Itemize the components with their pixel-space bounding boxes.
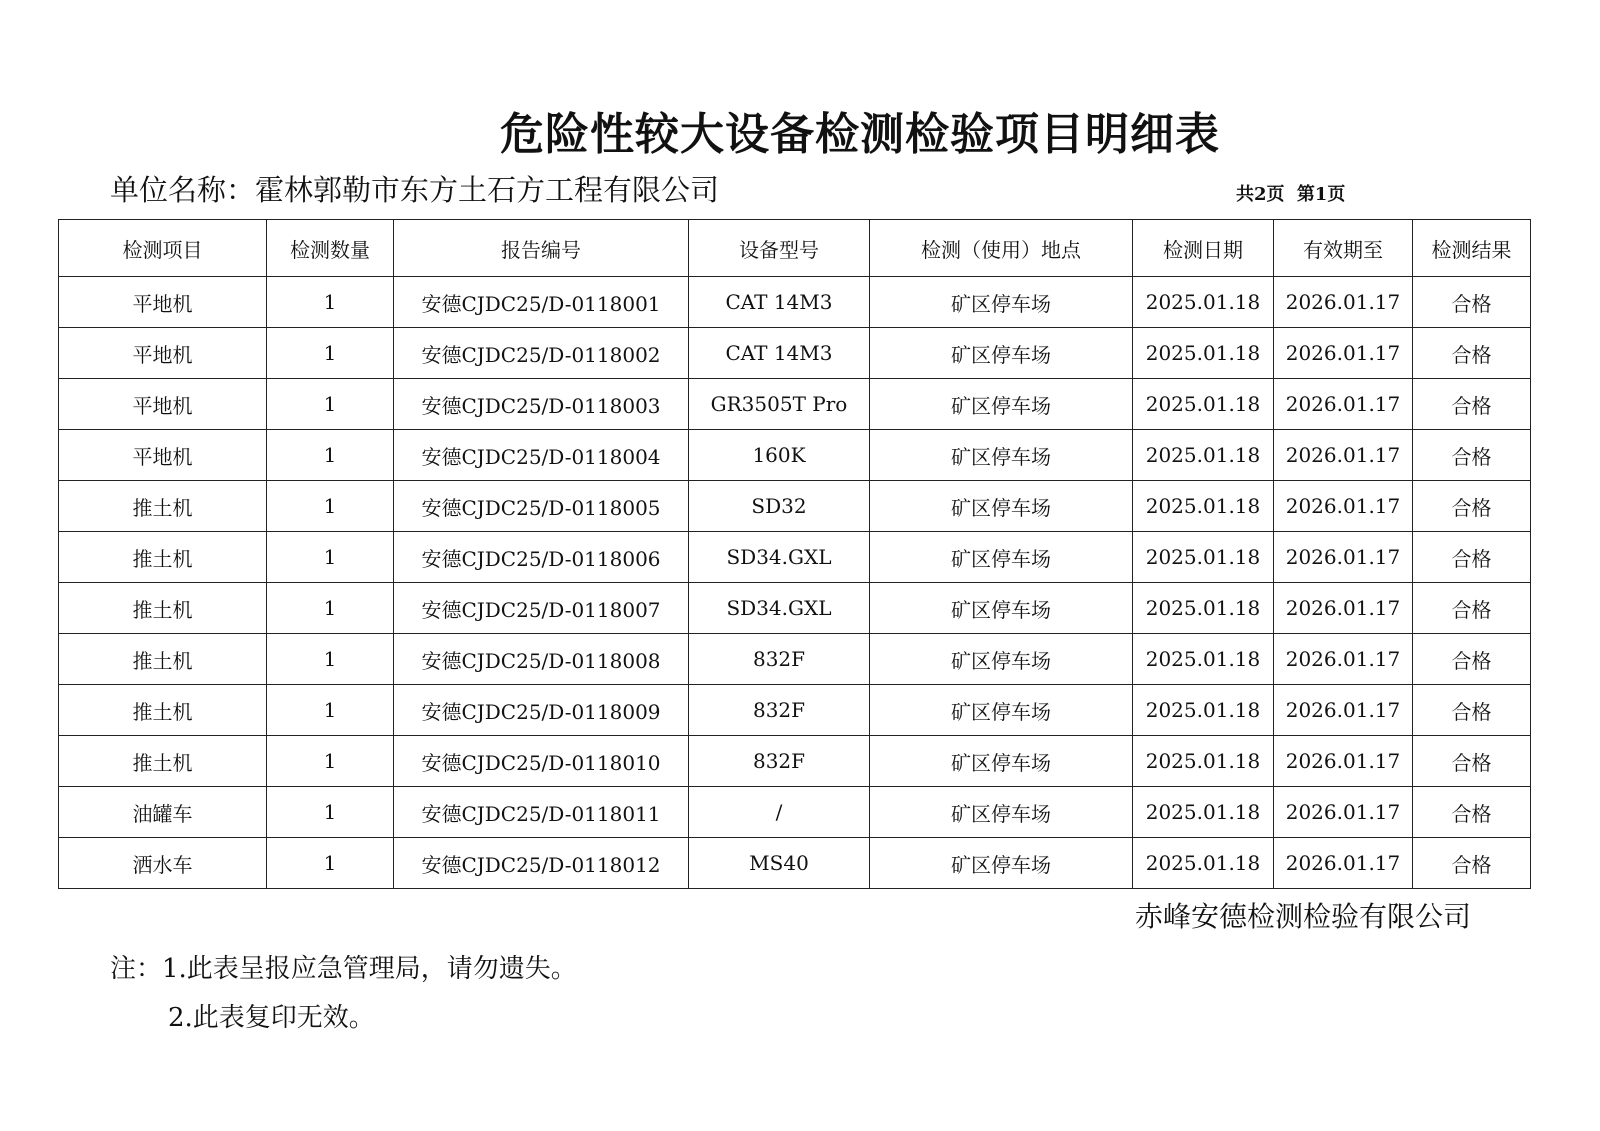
cell-report-no: 安德CJDC25/D-0118001 [394, 277, 689, 328]
cell-location: 矿区停车场 [870, 634, 1133, 685]
cell-inspect-date: 2025.01.18 [1133, 328, 1274, 379]
cell-inspect-date: 2025.01.18 [1133, 277, 1274, 328]
cell-quantity: 1 [267, 838, 394, 889]
cell-valid-until: 2026.01.17 [1274, 685, 1413, 736]
cell-model: GR3505T Pro [689, 379, 870, 430]
cell-report-no: 安德CJDC25/D-0118006 [394, 532, 689, 583]
cell-inspect-date: 2025.01.18 [1133, 430, 1274, 481]
table-row [59, 838, 1531, 889]
cell-result: 合格 [1413, 277, 1531, 328]
note-1: 注：1.此表呈报应急管理局，请勿遗失。 [110, 954, 577, 984]
cell-report-no: 安德CJDC25/D-0118009 [394, 685, 689, 736]
issuer-name: 赤峰安德检测检验有限公司 [1135, 900, 1472, 933]
cell-location: 矿区停车场 [870, 430, 1133, 481]
cell-result: 合格 [1413, 634, 1531, 685]
cell-model: CAT 14M3 [689, 328, 870, 379]
cell-model: SD32 [689, 481, 870, 532]
cell-item: 平地机 [59, 379, 267, 430]
cell-quantity: 1 [267, 634, 394, 685]
cell-location: 矿区停车场 [870, 685, 1133, 736]
inspection-table [58, 219, 1531, 889]
cell-item: 平地机 [59, 277, 267, 328]
cell-quantity: 1 [267, 277, 394, 328]
cell-item: 推土机 [59, 634, 267, 685]
cell-valid-until: 2026.01.17 [1274, 532, 1413, 583]
cell-valid-until: 2026.01.17 [1274, 583, 1413, 634]
cell-report-no: 安德CJDC25/D-0118004 [394, 430, 689, 481]
cell-item: 平地机 [59, 430, 267, 481]
cell-model: 160K [689, 430, 870, 481]
cell-inspect-date: 2025.01.18 [1133, 481, 1274, 532]
header-location: 检测（使用）地点 [870, 220, 1133, 277]
cell-model: MS40 [689, 838, 870, 889]
cell-model: SD34.GXL [689, 583, 870, 634]
cell-quantity: 1 [267, 736, 394, 787]
cell-model: 832F [689, 736, 870, 787]
header-quantity: 检测数量 [267, 220, 394, 277]
cell-location: 矿区停车场 [870, 277, 1133, 328]
table-row [59, 685, 1531, 736]
cell-result: 合格 [1413, 532, 1531, 583]
table-row [59, 736, 1531, 787]
cell-report-no: 安德CJDC25/D-0118007 [394, 583, 689, 634]
cell-report-no: 安德CJDC25/D-0118011 [394, 787, 689, 838]
cell-valid-until: 2026.01.17 [1274, 838, 1413, 889]
header-model: 设备型号 [689, 220, 870, 277]
cell-item: 推土机 [59, 583, 267, 634]
page-current: 第1页 [1296, 184, 1346, 205]
cell-quantity: 1 [267, 787, 394, 838]
cell-quantity: 1 [267, 430, 394, 481]
note-2: 2.此表复印无效。 [168, 1003, 375, 1033]
cell-report-no: 安德CJDC25/D-0118002 [394, 328, 689, 379]
page-total: 共2页 [1236, 184, 1285, 205]
cell-model: SD34.GXL [689, 532, 870, 583]
cell-model: CAT 14M3 [689, 277, 870, 328]
cell-item: 推土机 [59, 685, 267, 736]
cell-valid-until: 2026.01.17 [1274, 430, 1413, 481]
table-row [59, 481, 1531, 532]
cell-quantity: 1 [267, 379, 394, 430]
cell-inspect-date: 2025.01.18 [1133, 532, 1274, 583]
cell-item: 洒水车 [59, 838, 267, 889]
cell-location: 矿区停车场 [870, 583, 1133, 634]
header-item: 检测项目 [59, 220, 267, 277]
cell-inspect-date: 2025.01.18 [1133, 685, 1274, 736]
table-row [59, 379, 1531, 430]
cell-quantity: 1 [267, 328, 394, 379]
cell-valid-until: 2026.01.17 [1274, 481, 1413, 532]
table-row [59, 634, 1531, 685]
cell-result: 合格 [1413, 481, 1531, 532]
table-row [59, 277, 1531, 328]
header-inspect-date: 检测日期 [1133, 220, 1274, 277]
table-row [59, 328, 1531, 379]
cell-quantity: 1 [267, 583, 394, 634]
cell-item: 推土机 [59, 532, 267, 583]
table-row [59, 787, 1531, 838]
cell-inspect-date: 2025.01.18 [1133, 379, 1274, 430]
cell-location: 矿区停车场 [870, 328, 1133, 379]
cell-location: 矿区停车场 [870, 787, 1133, 838]
header-valid-until: 有效期至 [1274, 220, 1413, 277]
cell-valid-until: 2026.01.17 [1274, 379, 1413, 430]
cell-model: / [689, 787, 870, 838]
cell-item: 推土机 [59, 481, 267, 532]
table-row [59, 583, 1531, 634]
cell-inspect-date: 2025.01.18 [1133, 787, 1274, 838]
document-title: 危险性较大设备检测检验项目明细表 [500, 109, 1220, 160]
cell-location: 矿区停车场 [870, 838, 1133, 889]
cell-location: 矿区停车场 [870, 379, 1133, 430]
cell-location: 矿区停车场 [870, 736, 1133, 787]
cell-result: 合格 [1413, 787, 1531, 838]
cell-report-no: 安德CJDC25/D-0118010 [394, 736, 689, 787]
cell-inspect-date: 2025.01.18 [1133, 736, 1274, 787]
cell-item: 推土机 [59, 736, 267, 787]
cell-report-no: 安德CJDC25/D-0118012 [394, 838, 689, 889]
cell-valid-until: 2026.01.17 [1274, 277, 1413, 328]
header-report-no: 报告编号 [394, 220, 689, 277]
cell-model: 832F [689, 685, 870, 736]
cell-report-no: 安德CJDC25/D-0118003 [394, 379, 689, 430]
cell-result: 合格 [1413, 430, 1531, 481]
table-header-row [59, 220, 1531, 277]
cell-result: 合格 [1413, 379, 1531, 430]
table-row [59, 430, 1531, 481]
cell-item: 油罐车 [59, 787, 267, 838]
cell-valid-until: 2026.01.17 [1274, 328, 1413, 379]
cell-result: 合格 [1413, 583, 1531, 634]
cell-inspect-date: 2025.01.18 [1133, 583, 1274, 634]
cell-valid-until: 2026.01.17 [1274, 787, 1413, 838]
cell-quantity: 1 [267, 481, 394, 532]
cell-report-no: 安德CJDC25/D-0118005 [394, 481, 689, 532]
cell-item: 平地机 [59, 328, 267, 379]
cell-result: 合格 [1413, 328, 1531, 379]
cell-valid-until: 2026.01.17 [1274, 634, 1413, 685]
cell-model: 832F [689, 634, 870, 685]
unit-name: 单位名称：霍林郭勒市东方土石方工程有限公司 [110, 173, 720, 207]
table-row [59, 532, 1531, 583]
cell-quantity: 1 [267, 532, 394, 583]
cell-inspect-date: 2025.01.18 [1133, 634, 1274, 685]
pagination [1236, 180, 1351, 206]
cell-result: 合格 [1413, 838, 1531, 889]
cell-location: 矿区停车场 [870, 532, 1133, 583]
cell-valid-until: 2026.01.17 [1274, 736, 1413, 787]
header-result: 检测结果 [1413, 220, 1531, 277]
cell-result: 合格 [1413, 736, 1531, 787]
cell-result: 合格 [1413, 685, 1531, 736]
cell-location: 矿区停车场 [870, 481, 1133, 532]
cell-inspect-date: 2025.01.18 [1133, 838, 1274, 889]
cell-report-no: 安德CJDC25/D-0118008 [394, 634, 689, 685]
cell-quantity: 1 [267, 685, 394, 736]
